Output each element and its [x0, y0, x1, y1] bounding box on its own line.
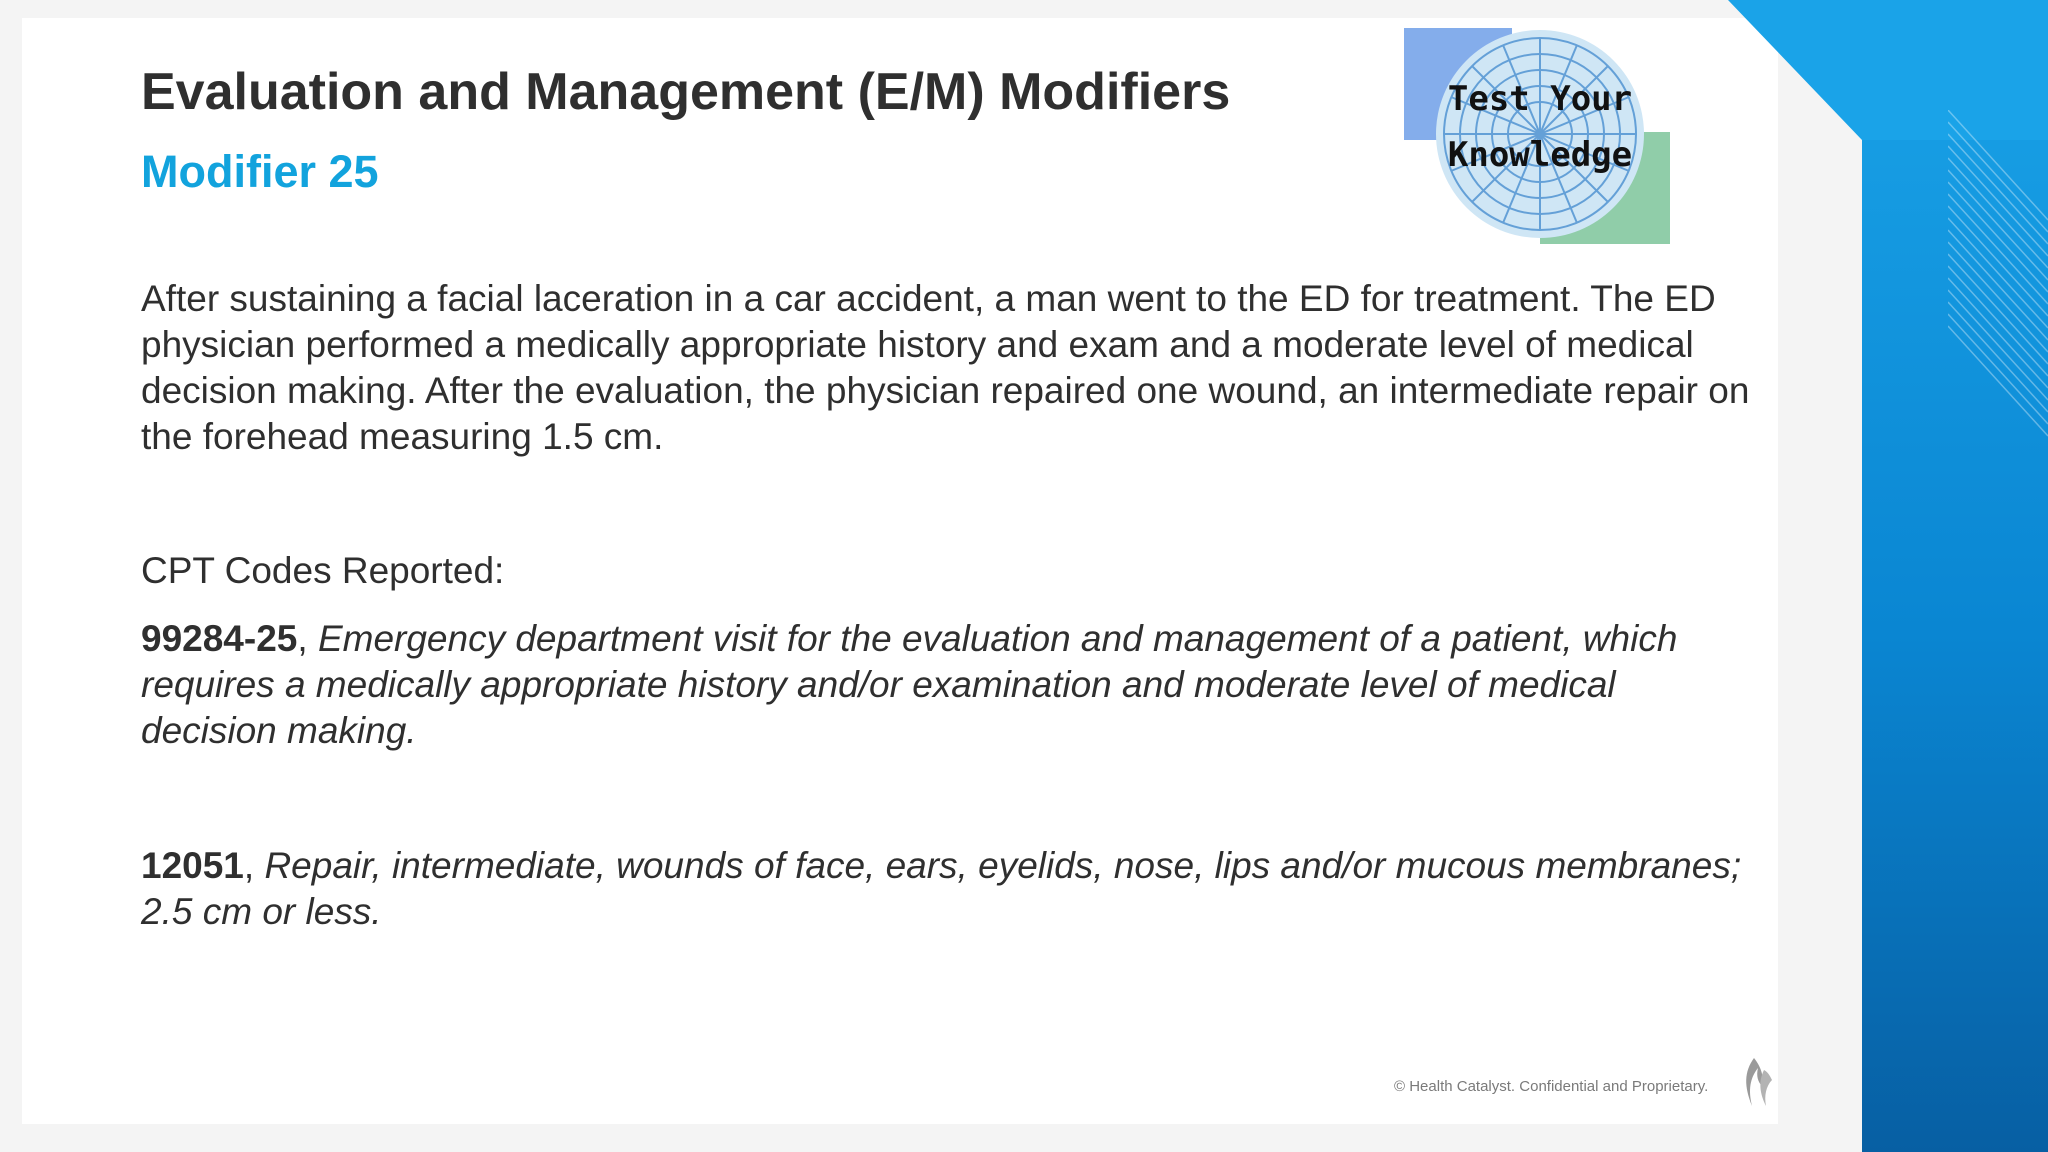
code-description: Emergency department visit for the evaluation and management of a patient, which requires a medically appropriate history and/or examination and moderate level of medical decision making.: [141, 618, 1678, 751]
badge-line-1: Test Your: [1447, 79, 1633, 119]
copyright-footer: © Health Catalyst. Confidential and Proprietary.: [1394, 1078, 1709, 1095]
health-catalyst-flame-icon: [1740, 1056, 1774, 1108]
code-separator: ,: [243, 845, 265, 886]
code-description: Repair, intermediate, wounds of face, ears, eyelids, nose, lips and/or mucous membranes; 2.5 cm or less.: [141, 845, 1742, 932]
scenario-paragraph: After sustaining a facial laceration in a car accident, a man went to the ED for treatment. The ED physician performed a medically appropriate history and exam and a moderate level of medical decision making. After the evaluation, the physician repaired one wound, an intermediate repair on the forehead measuring 1.5 cm.: [141, 278, 1750, 457]
code-entry: [141, 843, 1761, 935]
code-number: 99284-25: [141, 618, 298, 659]
badge-line-2: Knowledge: [1447, 135, 1633, 175]
code-entry: [141, 616, 1761, 754]
slide-title: Evaluation and Management (E/M) Modifiers: [141, 63, 1231, 121]
code-separator: ,: [297, 618, 318, 659]
test-your-knowledge-badge-icon: [1400, 20, 1680, 250]
code-number: 12051: [141, 845, 244, 886]
slide-subtitle: Modifier 25: [141, 146, 379, 197]
hatch-pattern-decoration: [1948, 110, 2048, 440]
codes-heading: CPT Codes Reported:: [141, 550, 505, 591]
